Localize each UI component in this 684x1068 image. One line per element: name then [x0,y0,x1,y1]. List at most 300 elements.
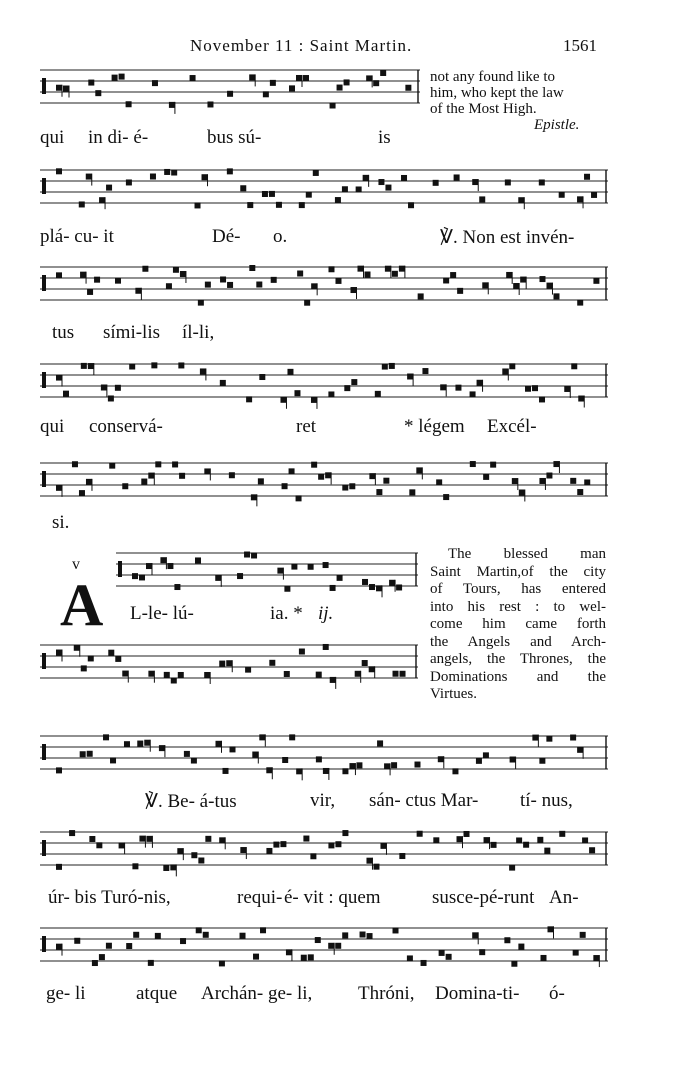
neume-note [124,741,130,747]
lyric-word: susce-pé-runt [432,887,535,908]
neume-note [399,266,405,272]
neume-note [63,391,69,397]
neume-note [325,472,331,478]
neume-note [126,179,132,185]
chant-staff-7 [40,637,418,691]
neume-note [422,368,428,374]
neume-note [226,660,232,666]
neume-note [313,170,319,176]
clef-icon [42,840,46,856]
neume-note [335,841,341,847]
neume-note [246,396,252,402]
neume-note [99,197,105,203]
neume-note [491,842,497,848]
lyric-word: tí- nus, [520,790,573,811]
neume-note [69,830,75,836]
neume-note [266,767,272,773]
neume-note [110,757,116,763]
neume-note [418,293,424,299]
neume-note [570,478,576,484]
chant-staff-6 [116,545,418,599]
neume-note [484,837,490,843]
neume-note [593,278,599,284]
translation-line: into his rest : to wel- [430,598,606,615]
neume-note [577,747,583,753]
neume-note [119,74,125,80]
neume-note [306,192,312,198]
neume-note [344,385,350,391]
neume-note [483,752,489,758]
translation-line: Virtues. [430,686,478,702]
neume-note [532,385,538,391]
neume-note [310,853,316,859]
neume-note [178,672,184,678]
staff-lines [40,356,608,410]
neume-note [377,740,383,746]
staff-lines [40,637,418,691]
neume-note [146,836,152,842]
chant-staff-8 [40,728,608,782]
neume-note [393,927,399,933]
neume-note [256,282,262,288]
neume-note [335,943,341,949]
neume-note [318,474,324,480]
neume-note [405,85,411,91]
neume-note [362,579,368,585]
neume-note [382,364,388,370]
neume-note [259,374,265,380]
neume-note [108,650,114,656]
neume-note [472,179,478,185]
neume-note [357,266,363,272]
page-number: 1561 [563,36,597,55]
neume-note [204,672,210,678]
clef-icon [42,936,46,952]
neume-note [94,277,100,283]
neume-note [433,180,439,186]
neume-note [482,282,488,288]
epistle-line-2: him, who kept the law [430,85,564,101]
neume-note [577,196,583,202]
neume-note [369,473,375,479]
neume-note [342,186,348,192]
neume-note [198,858,204,864]
neume-note [237,573,243,579]
epistle-line-3: of the Most High. [430,101,537,117]
neume-note [383,478,389,484]
neume-note [385,266,391,272]
clef-icon [42,178,46,194]
lyric-word: ia. * [270,603,303,624]
lyric-word: Excél- [487,416,537,437]
lyric-word: Dé- [212,226,241,247]
neume-note [436,479,442,485]
neume-note [373,864,379,870]
neume-note [219,960,225,966]
neume-note [335,278,341,284]
neume-note [240,185,246,191]
neume-note [452,768,458,774]
neume-note [56,864,62,870]
neume-note [389,363,395,369]
neume-note [328,842,334,848]
lyric-word: is [378,127,391,148]
neume-note [74,645,80,651]
neume-note [159,745,165,751]
lyric-word: Thróni, [358,983,415,1004]
neume-note [144,740,150,746]
neume-note [399,853,405,859]
neume-note [539,478,545,484]
neume-note [148,671,154,677]
neume-note [220,380,226,386]
neume-note [215,575,221,581]
clef-icon [42,78,46,94]
neume-note [463,831,469,837]
lyric-word: tus [52,322,75,343]
neume-note [169,102,175,108]
neume-note [301,955,307,961]
staff-lines [40,920,608,974]
neume-note [229,472,235,478]
clef-icon [42,653,46,669]
neume-note [349,763,355,769]
neume-note [523,842,529,848]
translation-line: of Tours, has entered [430,581,606,597]
neume-note [56,650,62,656]
neume-note [446,954,452,960]
neume-note [202,174,208,180]
neume-note [142,266,148,272]
neume-note [178,362,184,368]
neume-note [177,848,183,854]
neume-note [203,932,209,938]
neume-note [79,490,85,496]
neume-note [559,831,565,837]
neume-note [170,864,176,870]
staff-lines [40,62,420,114]
neume-note [129,363,135,369]
lyric-word: Archán- ge- li, [201,983,313,1004]
neume-note [450,272,456,278]
neume-note [364,271,370,277]
neume-note [380,70,386,76]
lyric-word: ret [296,416,317,437]
chant-staff-1 [40,62,420,114]
neume-note [289,734,295,740]
neume-note [570,735,576,741]
neume-note [171,677,177,683]
neume-note [126,101,132,107]
neume-note [205,282,211,288]
neume-note [490,462,496,468]
chant-staff-4 [40,356,608,410]
lyric-word: atque [136,983,178,1004]
neume-note [308,954,314,960]
lyric-word: úr- bis Turó-nis, [48,887,171,908]
neume-note [323,644,329,650]
neume-note [539,276,545,282]
lyric-word: o. [273,226,288,247]
neume-note [512,478,518,484]
lyric-word: é- vit : quem [284,887,381,908]
neume-note [86,174,92,180]
neume-note [253,954,259,960]
neume-note [227,282,233,288]
neume-note [304,300,310,306]
neume-note [589,847,595,853]
translation-line: the Angels and Arch- [430,633,606,650]
neume-note [578,396,584,402]
neume-note [384,763,390,769]
neume-note [373,80,379,86]
neume-note [476,758,482,764]
neume-note [342,768,348,774]
neume-note [251,494,257,500]
neume-note [291,564,297,570]
neume-note [191,852,197,858]
neume-note [511,961,517,967]
neume-note [335,197,341,203]
neume-note [323,768,329,774]
neume-note [286,949,292,955]
neume-note [504,937,510,943]
neume-note [470,461,476,467]
clef-icon [118,561,122,577]
neume-note [439,950,445,956]
neume-note [195,202,201,208]
neume-note [369,666,375,672]
neume-note [349,483,355,489]
neume-note [351,379,357,385]
neume-note [559,192,565,198]
neume-note [337,85,343,91]
neume-note [328,266,334,272]
neume-note [74,938,80,944]
mode-indicator: v [72,556,80,573]
clef-icon [42,275,46,291]
neume-note [180,271,186,277]
neume-note [172,461,178,467]
neume-note [396,584,402,590]
neume-note [414,762,420,768]
neume-note [311,397,317,403]
neume-note [122,483,128,489]
neume-note [252,752,258,758]
staff-lines [40,455,608,509]
neume-note [184,751,190,757]
neume-note [171,170,177,176]
neume-note [316,756,322,762]
neume-note [593,955,599,961]
neume-note [219,837,225,843]
neume-note [240,847,246,853]
lyric-word: requi- [237,887,283,908]
neume-note [582,837,588,843]
neume-note [89,836,95,842]
neume-note [200,368,206,374]
neume-note [141,479,147,485]
neume-note [273,842,279,848]
neume-note [409,489,415,495]
neume-note [571,363,577,369]
neume-note [344,79,350,85]
clef-icon [42,471,46,487]
neume-note [289,468,295,474]
neume-note [160,557,166,563]
neume-note [443,494,449,500]
neume-note [519,489,525,495]
neume-note [308,564,314,570]
neume-note [433,837,439,843]
neume-note [106,943,112,949]
lyric-word: Domina-ti- [435,983,520,1004]
neume-note [219,661,225,667]
epistle-side-note [430,69,579,133]
neume-note [56,944,62,950]
neume-note [315,937,321,943]
neume-note [227,168,233,174]
neume-note [547,926,553,932]
lyric-word: conservá- [89,416,163,437]
neume-note [88,80,94,86]
neume-note [282,757,288,763]
neume-note [407,374,413,380]
neume-note [133,932,139,938]
neume-note [240,933,246,939]
neume-note [477,380,483,386]
neume-note [342,932,348,938]
neume-note [244,552,250,558]
neume-note [191,758,197,764]
neume-note [284,671,290,677]
neume-note [155,933,161,939]
neume-note [303,836,309,842]
neume-note [80,751,86,757]
neume-note [580,932,586,938]
neume-note [323,562,329,568]
neume-note [72,461,78,467]
neume-note [350,287,356,293]
neume-note [540,955,546,961]
epistle-line-1: not any found like to [430,69,555,85]
neume-note [299,202,305,208]
neume-note [506,272,512,278]
neume-note [56,85,62,91]
neume-note [525,386,531,392]
neume-note [311,283,317,289]
clef-icon [42,372,46,388]
neume-note [80,272,86,278]
neume-note [457,288,463,294]
translation-line: angels, the Thrones, the [430,651,606,667]
neume-note [146,563,152,569]
neume-note [577,489,583,495]
neume-note [518,197,524,203]
neume-note [137,741,143,747]
neume-note [375,391,381,397]
neume-note [108,395,114,401]
staff-lines [40,824,608,878]
neume-note [88,655,94,661]
lyric-word: ℣. Be- á-tus [145,791,237,812]
neume-note [88,363,94,369]
neume-note [269,191,275,197]
neume-note [296,495,302,501]
neume-note [564,386,570,392]
neume-note [416,467,422,473]
neume-note [355,671,361,677]
lyric-word: sími-lis [103,322,161,343]
lyric-word: íl-li, [182,322,215,343]
neume-note [139,574,145,580]
neume-note [380,843,386,849]
neume-note [205,836,211,842]
clef-icon [42,744,46,760]
neume-note [479,949,485,955]
neume-note [509,363,515,369]
neume-note [294,390,300,396]
neume-note [483,474,489,480]
neume-note [109,463,115,469]
neume-note [454,174,460,180]
neume-note [513,283,519,289]
neume-note [591,192,597,198]
neume-note [151,362,157,368]
neume-note [505,179,511,185]
neume-note [167,563,173,569]
neume-note [539,758,545,764]
neume-note [479,196,485,202]
neume-note [391,762,397,768]
neume-note [271,277,277,283]
neume-note [112,75,118,81]
neume-note [408,202,414,208]
neume-note [280,841,286,847]
neume-note [389,580,395,586]
neume-note [330,677,336,683]
neume-note [196,927,202,933]
neume-note [282,483,288,489]
neume-note [510,757,516,763]
neume-note [115,656,121,662]
neume-note [135,288,141,294]
neume-note [356,186,362,192]
staff-lines [40,728,608,782]
neume-note [95,90,101,96]
neume-note [86,479,92,485]
neume-note [190,75,196,81]
neume-note [546,736,552,742]
neume-note [258,478,264,484]
chant-staff-5 [40,455,608,509]
staff-lines [116,545,418,599]
neume-note [269,660,275,666]
chant-staff-2 [40,162,608,216]
neume-note [289,85,295,91]
lyric-word: vir, [310,790,336,811]
neume-note [280,397,286,403]
neume-note [164,169,170,175]
neume-note [407,955,413,961]
neume-note [220,276,226,282]
neume-note [337,575,343,581]
neume-note [63,86,69,92]
neume-note [385,185,391,191]
neume-note [311,462,317,468]
initial-letter: A [60,572,104,638]
neume-note [56,767,62,773]
